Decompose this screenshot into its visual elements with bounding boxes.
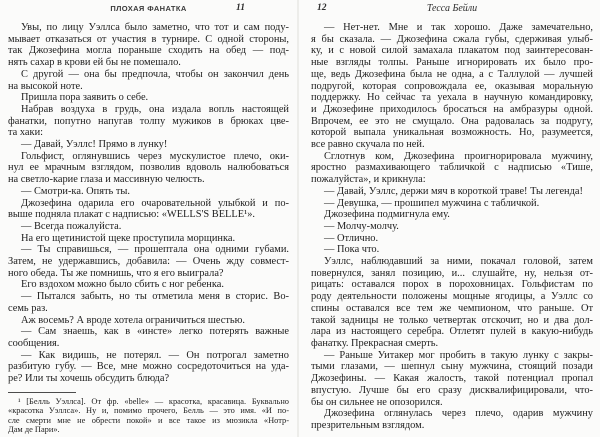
paragraph [8, 186, 289, 198]
text-line: «красотка Уэллса». Ну и, помимо прочего, Белль — это имя. «И по- [8, 406, 289, 416]
text-line: сле смерти мне не обрести покой» и все такое из мюзикла «Нотр- [8, 415, 289, 425]
text-line: роду деятельности положены мощные ягодицы, а Уэллс со [311, 291, 593, 303]
text-line: фанатки, попутно напугав толпу мужиков в брюках цве- [8, 115, 289, 127]
text-line: бы он сильнее не опозорился. [311, 396, 443, 408]
paragraph [311, 408, 593, 431]
right-page-body [311, 22, 593, 432]
text-line: Впрочем, ее это не смущало. Она радовалась за подругу, [311, 115, 593, 127]
text-line: — Пока что. [324, 244, 380, 256]
paragraph [311, 350, 593, 409]
paragraph [8, 326, 289, 349]
paragraph [8, 350, 289, 385]
text-line: — Отлично. [324, 232, 379, 244]
text-line: выше подняла плакат с надписью: «WELLS'S BELLE¹». [8, 209, 255, 221]
left-page-header [8, 3, 289, 14]
text-line: Сглотнув ком, Джозефина проигнорировала мужчину, [324, 150, 593, 162]
text-line: и Джозефине приходилось бросаться на амбразуры одной. [311, 103, 593, 115]
paragraph [311, 198, 593, 210]
text-line: — Ты справишься, — прошептала она одними губами. [21, 244, 289, 256]
paragraph [8, 69, 289, 92]
text-line: Набрав воздуха в грудь, она издала вопль настоящей [21, 103, 289, 115]
text-line: фанатку. Прекрасная смерть. [311, 337, 439, 349]
paragraph [8, 151, 289, 186]
text-line: Его вздохом можно было сбить с ног ребенка. [21, 279, 224, 291]
right-page [311, 0, 593, 437]
paragraph [8, 139, 289, 151]
page-gutter-divider [297, 0, 299, 437]
text-line: ре? Или ты хочешь обсудить блюда? [8, 373, 170, 385]
running-title-left: ПЛОХАЯ ФАНАТКА [110, 4, 187, 13]
paragraph [8, 198, 289, 221]
text-line: — Смотри-ка. Опять ты. [21, 185, 130, 197]
paragraph [8, 221, 289, 233]
text-line: Джозефина одарила его очаровательной улыбкой и по- [21, 197, 289, 209]
text-line: ного обеда. Ты же помнишь, что я его выиграла? [8, 267, 224, 279]
paragraph [311, 244, 593, 256]
text-line: Джозефина подмигнула ему. [324, 209, 450, 221]
page-number-left: 11 [236, 3, 245, 13]
text-line: так Джозефина могла пораньше сходить на обед — под- [8, 45, 289, 57]
text-line: — Давай, Уэллс! Прямо в лунку! [21, 139, 168, 151]
paragraph [8, 315, 289, 327]
text-line: Уэллс, наблюдавший за ними, покачал головой, затем [324, 256, 593, 268]
footnote-block [8, 397, 289, 435]
text-line: Увы, по лицу Уэллса было заметно, что тот и сам поду- [21, 22, 289, 33]
footnote-rule [8, 392, 76, 393]
text-line: Дам де Пари». [8, 425, 60, 435]
text-line: Аж восемь? А вроде хотела ограничиться шестью. [21, 314, 246, 326]
text-line: яростно размахивающего табличкой с надписью «Тише, [311, 162, 593, 174]
text-line: мывает отказаться от участия в турнире. С одной стороны, [8, 33, 289, 45]
text-line: повернулся, занял позицию, и... слушайте, ну, нельзя от- [311, 267, 593, 279]
text-line: такой задницы не только четвертак отскочит, но и два дол- [311, 314, 593, 326]
text-line: нул ее мрачным взглядом, позволив вдоволь налюбоваться [8, 162, 289, 174]
paragraph [8, 244, 289, 279]
running-title-right: Тесса Бейли [426, 3, 478, 14]
text-line: на светло-карие глаза и массивную челюсть. [8, 174, 205, 186]
text-line: — Сам знаешь, как в «инсте» легко потерять важные [21, 326, 289, 338]
text-line: впустую. Лучше бы его сразу дисквалифицировали, что- [311, 384, 593, 396]
text-line: нять сахар в крови ей бы не помешало. [8, 57, 181, 69]
text-line: Затем, не удержавшись, добавила: — Очень жду совмест- [8, 256, 289, 268]
text-line: Гольфист, оглянувшись через мускулистое плечо, оки- [21, 150, 289, 162]
text-line: презрительным взглядом. [311, 419, 425, 431]
paragraph [311, 186, 593, 198]
text-line: — Как видишь, не потерял. — Он потрогал заметно [21, 349, 289, 361]
text-line: — Молчу-молчу. [324, 220, 399, 232]
paragraph [311, 233, 593, 245]
text-line: — Давай, Уэллс, держи мяч в короткой траве! Ты легенда! [324, 185, 583, 197]
text-line: — Нет-нет. Мне и так хорошо. Даже замечательно, [324, 22, 593, 33]
paragraph [8, 233, 289, 245]
paragraph [311, 151, 593, 186]
paragraph [8, 104, 289, 139]
text-line: ку, и с новой силой замахала плакатом под заинтересован- [311, 45, 593, 57]
paragraph [8, 291, 289, 314]
text-line: спины оставался все тем же чемпионом, что раньше. От [311, 302, 593, 314]
text-line: ¹ [Белль Уэллса]. От фр. «belle» — красотка, красавица. Буквально [18, 396, 289, 406]
text-line: семь раз. [8, 302, 48, 314]
text-line: Пришла пора заявить о себе. [21, 92, 149, 104]
text-line: На его щетинистой щеке проступила морщинка. [21, 232, 236, 244]
text-line: Джозефина оглянулась через плечо, одарив мужчину [324, 408, 593, 420]
text-line: Джозефины. — Какая жалость, такой потенциал пропал [311, 373, 593, 385]
paragraph [8, 22, 289, 69]
text-line: которой выпала уникальная возможность. Но, разумеется, [311, 127, 593, 139]
text-line: тыми глазами, — шепнул сыну мужчина, стоящий позади [311, 361, 593, 373]
text-line: поддержку. Но сейчас та уехала в научную командировку, [311, 92, 593, 104]
text-line: — Девушка, — прошипел мужчина с табличкой. [324, 197, 540, 209]
text-line: ные взгляды толпы. Раньше игнорировать их было про- [311, 57, 593, 69]
text-line: подругой, которая сопровождала ее, оказывая моральную [311, 80, 593, 92]
text-line: — Всегда пожалуйста. [21, 220, 122, 232]
text-line: — Пытался забыть, но ты отметила меня в сторис. Во- [21, 291, 289, 303]
text-line: ще, ведь Джозефина была не одна, а с Таллулой — лучшей [311, 68, 593, 80]
text-line: — Раньше Уитакер мог пробить в такую лунку с закры- [324, 349, 593, 361]
text-line: все равно скучала по ней. [311, 139, 425, 151]
text-line: пожалуйста», и крикнула: [311, 174, 426, 186]
paragraph [8, 92, 289, 104]
paragraph [311, 209, 593, 221]
text-line: я бы сказала. — Джозефина сжала губы, сдерживая улыб- [311, 33, 593, 45]
text-line: разбитую губу. — Все, мне можно сосредоточиться на уда- [8, 361, 289, 373]
page-number-right: 12 [317, 3, 327, 13]
text-line: сообщения. [8, 337, 60, 349]
paragraph [8, 397, 289, 435]
paragraph [311, 221, 593, 233]
text-line: рицать: оставался порох в пороховницах. Гольфистам по [311, 279, 593, 291]
paragraph [311, 256, 593, 350]
text-line: лара из настоящего серебра. Отлетят пулей в какую-нибудь [311, 326, 593, 338]
left-page [8, 0, 289, 437]
text-line: та хаки: [8, 127, 44, 139]
paragraph [311, 22, 593, 151]
left-page-body [8, 22, 289, 385]
paragraph [8, 279, 289, 291]
text-line: С другой — она бы предпочла, чтобы он закончил день [21, 68, 289, 80]
right-page-header [311, 3, 593, 14]
text-line: на высокой ноте. [8, 80, 83, 92]
